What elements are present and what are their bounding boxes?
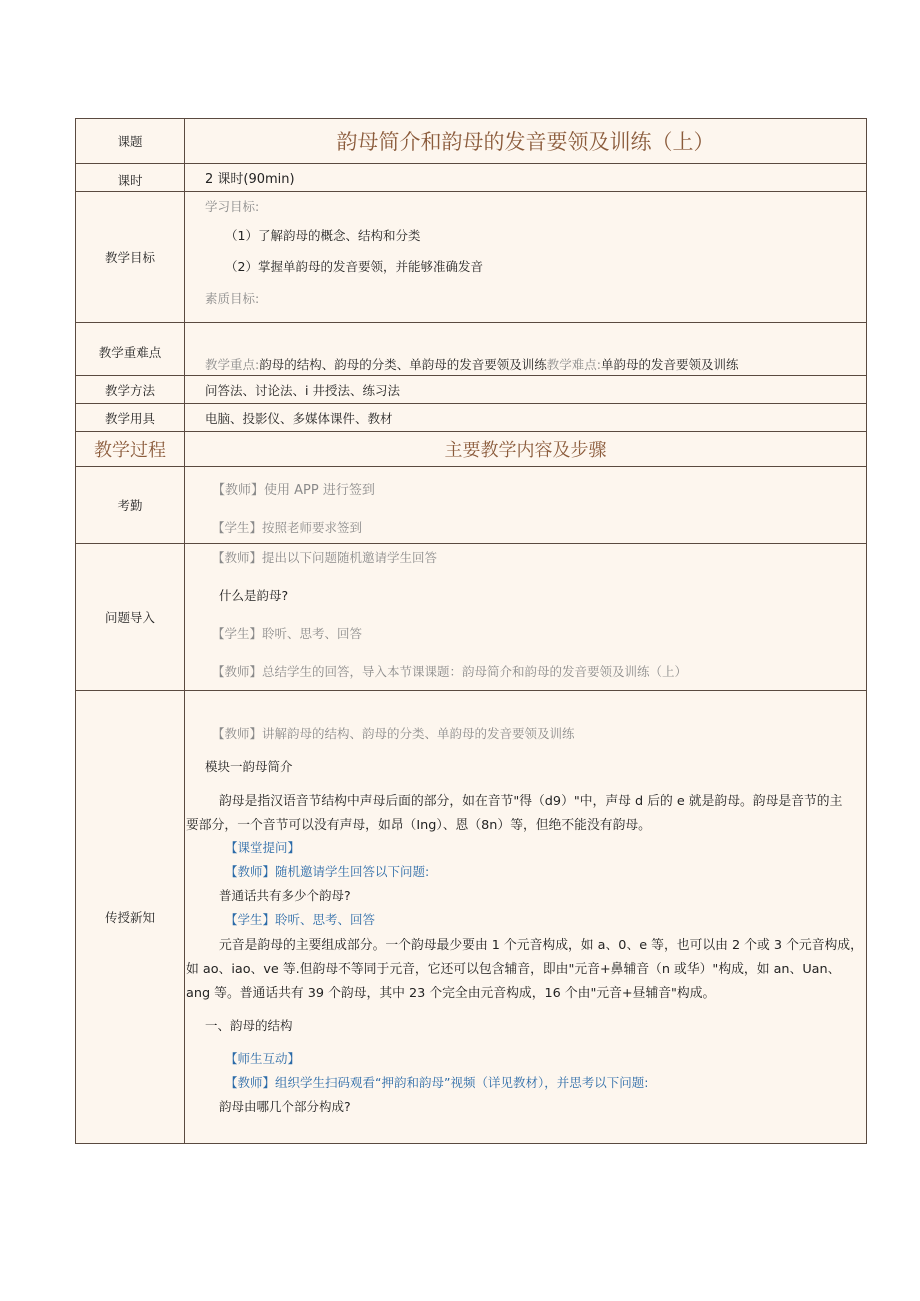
para2-line2: 如 ao、iao、ve 等.但韵母不等同于元音，它还可以包含辅音，即由"元音+鼻辅音（n 或华）"构成，如 an、Uan、: [186, 962, 841, 977]
lesson-title: 韵母简介和韵母的发音要领及训练（上）: [336, 130, 715, 154]
difficulty-text: 单韵母的发音要领及训练: [600, 357, 739, 372]
intro-question: 什么是韵母?: [219, 588, 289, 603]
para2-line3: ang 等。普通话共有 39 个韵母，其中 23 个完全由元音构成，16 个由"元音+昼辅音"构成。: [186, 986, 716, 1001]
quality-goals-heading: 素质目标:: [205, 291, 260, 306]
duration-value: 2 课时(90min): [205, 172, 295, 187]
attendance-label: 考勤: [76, 467, 185, 544]
structure-question: 韵母由哪几个部分构成?: [219, 1099, 351, 1114]
row-methods: [76, 376, 867, 404]
attendance-teacher: 【教师】使用 APP 进行签到: [212, 483, 375, 498]
para1-line1: 韵母是指汉语音节结构中声母后面的部分，如在音节"得（d9）"中，声母 d 后的 e 就是韵母。韵母是音节的主: [219, 794, 843, 809]
row-process-header: [76, 432, 867, 467]
difficulty-label: 教学难点:: [546, 357, 601, 372]
class-question-tag: 【课堂提问】: [225, 840, 301, 855]
key-points-label: 教学重难点: [76, 323, 185, 376]
tools-label: 教学用具: [76, 404, 185, 432]
methods-label: 教学方法: [76, 376, 185, 404]
focus-label: 教学重点:: [205, 357, 260, 372]
row-tools: [76, 404, 867, 432]
section-structure: 一、韵母的结构: [205, 1018, 293, 1033]
row-objectives: [76, 192, 867, 323]
row-attendance: [76, 467, 867, 544]
teaching-label: 传授新知: [76, 691, 185, 1144]
tools-value: 电脑、投影仪、多媒体课件、教材: [205, 410, 393, 426]
interaction-tag: 【师生互动】: [225, 1051, 301, 1066]
teaching-student: 【学生】聆听、思考、回答: [225, 912, 376, 927]
topic-label: 课题: [76, 119, 185, 164]
intro-label: 问题导入: [76, 544, 185, 691]
intro-teacher-1: 【教师】提出以下问题随机邀请学生回答: [212, 550, 438, 565]
teacher-ask: 【教师】随机邀请学生回答以下问题:: [225, 864, 430, 879]
process-header-left: 教学过程: [94, 440, 166, 461]
row-teaching: [76, 691, 867, 1144]
lesson-plan-table: [75, 118, 867, 1144]
key-points-text: [205, 355, 866, 375]
methods-value: 问答法、讨论法、i 井授法、练习法: [205, 382, 400, 398]
para1-line2: 要部分，一个音节可以没有声母，如昂（Ing）、恩（8n）等，但绝不能没有韵母。: [186, 818, 651, 833]
para2-line1: 元音是韵母的主要组成部分。一个韵母最少要由 1 个元音构成，如 a、0、e 等，也可以由 2 个或 3 个元音构成，: [219, 938, 863, 953]
process-header-right: 主要教学内容及步骤: [444, 440, 607, 461]
count-question: 普通话共有多少个韵母?: [219, 888, 351, 903]
attendance-student: 【学生】按照老师要求签到: [212, 520, 363, 535]
focus-text: 韵母的结构、韵母的分类、单韵母的发音要领及训练: [259, 357, 547, 372]
row-key-points: [76, 323, 867, 376]
row-duration: [76, 164, 867, 192]
study-goals-heading: 学习目标:: [205, 199, 260, 214]
module-title: 模块一韵母简介: [205, 759, 293, 774]
objective-item-1: （1）了解韵母的概念、结构和分类: [225, 228, 421, 243]
teaching-teacher-intro: 【教师】讲解韵母的结构、韵母的分类、单韵母的发音要领及训练: [212, 726, 575, 741]
intro-student: 【学生】聆听、思考、回答: [212, 626, 363, 641]
row-intro: [76, 544, 867, 691]
objectives-label: 教学目标: [76, 192, 185, 323]
teacher-video: 【教师】组织学生扫码观看“押韵和韵母”视频（详见教材），并思考以下问题:: [225, 1075, 649, 1090]
objective-item-2: （2）掌握单韵母的发音要领，并能够准确发音: [225, 259, 483, 274]
row-topic: [76, 119, 867, 164]
duration-label: 课时: [76, 164, 185, 192]
intro-teacher-2: 【教师】总结学生的回答，导入本节课课题：韵母简介和韵母的发音要领及训练（上）: [212, 664, 688, 679]
